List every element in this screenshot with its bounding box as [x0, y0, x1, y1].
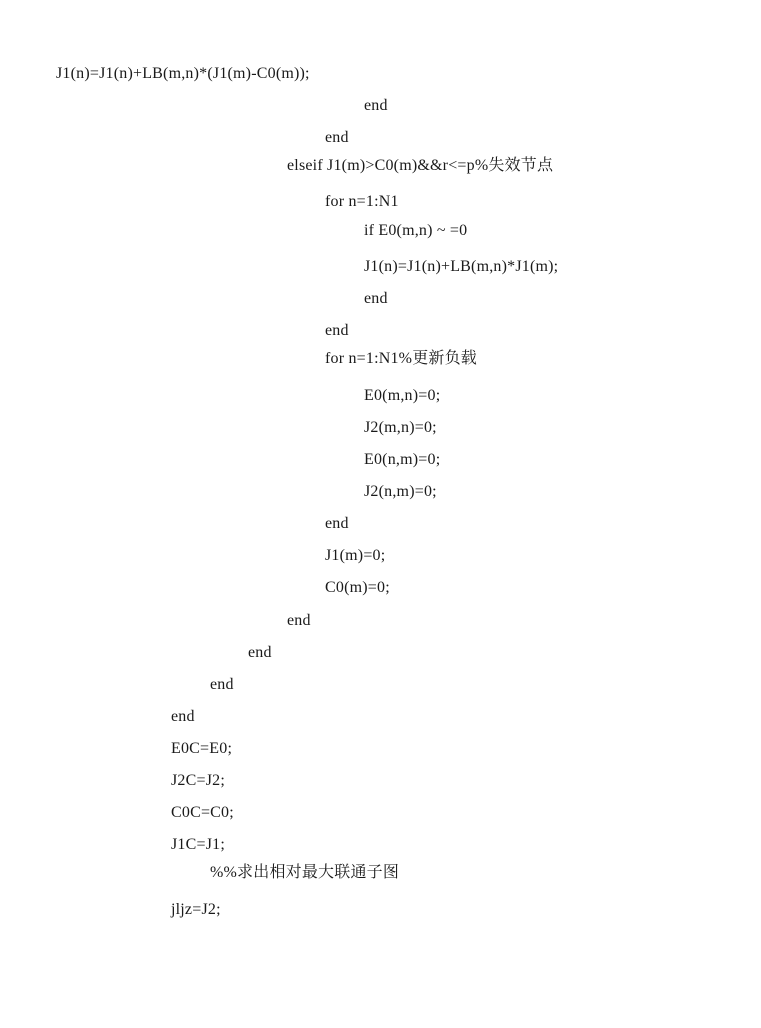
code-line: end — [287, 612, 311, 629]
code-line: end — [364, 290, 388, 307]
code-line: J1(n)=J1(n)+LB(m,n)*J1(m); — [364, 258, 559, 275]
code-line: J1C=J1; — [171, 836, 225, 853]
code-line: end — [248, 644, 272, 661]
code-line: end — [364, 97, 388, 114]
code-line: C0(m)=0; — [325, 579, 390, 596]
code-line: for n=1:N1%更新负载 — [325, 350, 478, 367]
code-line: %%求出相对最大联通子图 — [210, 864, 400, 881]
code-line: jljz=J2; — [171, 901, 221, 918]
code-line: elseif J1(m)>C0(m)&&r<=p%失效节点 — [287, 157, 554, 174]
code-line: J2C=J2; — [171, 772, 225, 789]
code-line: E0(m,n)=0; — [364, 387, 441, 404]
code-line: J2(n,m)=0; — [364, 483, 437, 500]
code-line: for n=1:N1 — [325, 193, 399, 210]
code-line: if E0(m,n) ~ =0 — [364, 222, 468, 239]
code-line: J1(n)=J1(n)+LB(m,n)*(J1(m)-C0(m)); — [56, 65, 310, 82]
code-line: end — [325, 129, 349, 146]
code-line: end — [325, 322, 349, 339]
code-line: J1(m)=0; — [325, 547, 386, 564]
code-line: C0C=C0; — [171, 804, 234, 821]
code-line: end — [210, 676, 234, 693]
code-line: end — [171, 708, 195, 725]
code-line: E0(n,m)=0; — [364, 451, 441, 468]
code-line: J2(m,n)=0; — [364, 419, 437, 436]
code-line: end — [325, 515, 349, 532]
code-line: E0C=E0; — [171, 740, 233, 757]
